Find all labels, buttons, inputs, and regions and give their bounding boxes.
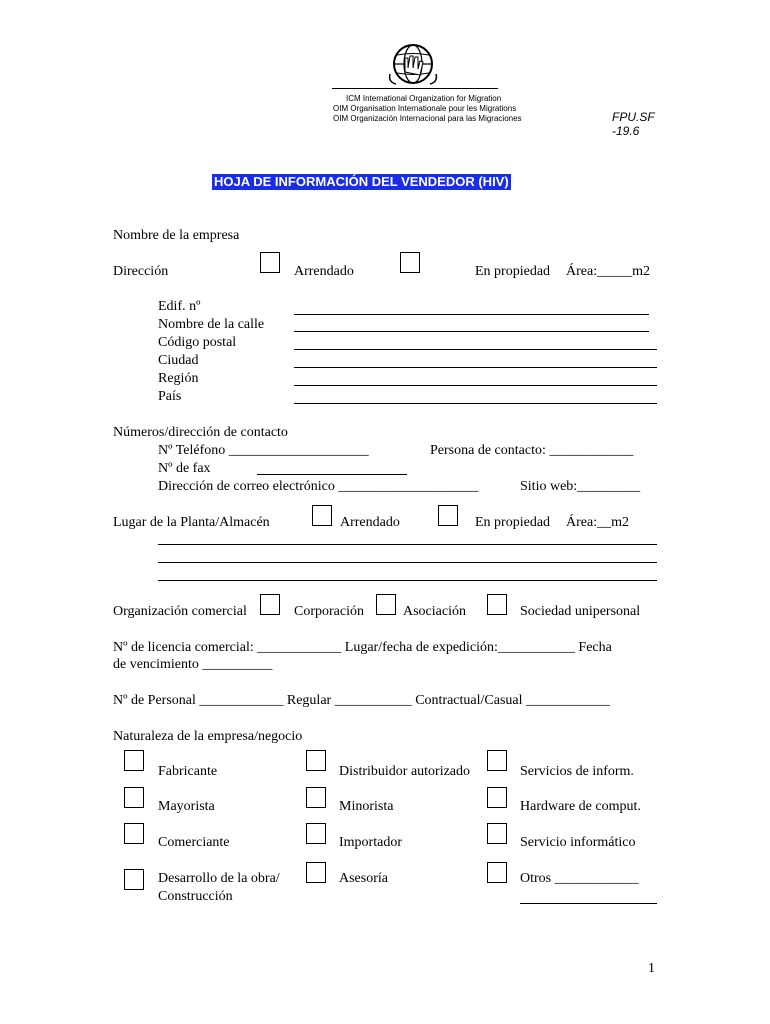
org-name-es: OIM Organización Internacional para las Migraciones <box>333 114 522 123</box>
it-services-label: Servicios de inform. <box>520 764 634 779</box>
organization-logo <box>388 42 438 88</box>
form-reference-line2: -19.6 <box>612 124 640 138</box>
org-name-en: ICM International Organization for Migration <box>346 94 502 103</box>
plant-area-label: Área:__m2 <box>566 515 629 530</box>
fax-line[interactable] <box>257 474 407 475</box>
other-extra-line[interactable] <box>520 903 657 904</box>
country-label: País <box>158 389 182 404</box>
retailer-label: Minorista <box>339 799 394 814</box>
website-label: Sitio web:_________ <box>520 479 641 494</box>
contact-heading: Números/dirección de contacto <box>113 425 288 440</box>
region-label: Región <box>158 371 199 386</box>
business-heading: Naturaleza de la empresa/negocio <box>113 729 303 744</box>
sole-proprietorship-checkbox[interactable] <box>487 594 507 615</box>
corporation-label: Corporación <box>294 604 364 619</box>
city-label: Ciudad <box>158 353 199 368</box>
authorized-distributor-checkbox[interactable] <box>306 750 326 771</box>
email-label: Dirección de correo electrónico ____________________ <box>158 479 479 494</box>
sole-proprietorship-label: Sociedad unipersonal <box>520 604 641 619</box>
merchant-checkbox[interactable] <box>124 823 144 844</box>
license-line1: Nº de licencia comercial: ____________ Lugar/fecha de expedición:___________ Fecha <box>113 640 612 655</box>
building-number-label: Edif. nº <box>158 299 201 314</box>
retailer-checkbox[interactable] <box>306 787 326 808</box>
authorized-distributor-label: Distribuidor autorizado <box>339 764 471 779</box>
rented-label: Arrendado <box>294 264 354 279</box>
it-services-checkbox[interactable] <box>487 750 507 771</box>
postal-code-label: Código postal <box>158 335 237 350</box>
company-name-label: Nombre de la empresa <box>113 228 240 243</box>
manufacturer-label: Fabricante <box>158 764 218 779</box>
other-checkbox[interactable] <box>487 862 507 883</box>
plant-owned-label: En propiedad <box>475 515 551 530</box>
org-name-fr: OIM Organisation Internationale pour les Migrations <box>333 104 517 113</box>
license-line2: de vencimiento __________ <box>113 657 273 672</box>
street-name-label: Nombre de la calle <box>158 317 265 332</box>
globe-hand-icon <box>388 42 438 88</box>
association-checkbox[interactable] <box>376 594 396 615</box>
consulting-checkbox[interactable] <box>306 862 326 883</box>
page-number: 1 <box>648 961 655 976</box>
country-line[interactable] <box>294 403 657 404</box>
contact-person-label: Persona de contacto: ____________ <box>430 443 634 458</box>
it-service-checkbox[interactable] <box>487 823 507 844</box>
personnel-line: Nº de Personal ____________ Regular ___________ Contractual/Casual ____________ <box>113 693 610 708</box>
form-title: HOJA DE INFORMACIÓN DEL VENDEDOR (HIV) <box>214 174 509 189</box>
postal-code-line[interactable] <box>294 349 657 350</box>
plant-address-line[interactable] <box>158 580 657 581</box>
importer-label: Importador <box>339 835 402 850</box>
corporation-checkbox[interactable] <box>260 594 280 615</box>
building-number-line[interactable] <box>294 314 649 315</box>
plant-owned-checkbox[interactable] <box>438 505 458 526</box>
merchant-label: Comerciante <box>158 835 230 850</box>
plant-label: Lugar de la Planta/Almacén <box>113 515 270 530</box>
plant-address-line[interactable] <box>158 562 657 563</box>
importer-checkbox[interactable] <box>306 823 326 844</box>
owned-label: En propiedad <box>475 264 551 279</box>
fax-label: Nº de fax <box>158 461 211 476</box>
it-service-label: Servicio informático <box>520 835 636 850</box>
plant-rented-label: Arrendado <box>340 515 400 530</box>
association-label: Asociación <box>403 604 466 619</box>
wholesaler-checkbox[interactable] <box>124 787 144 808</box>
address-label: Dirección <box>113 264 169 279</box>
logo-divider <box>332 88 498 89</box>
plant-rented-checkbox[interactable] <box>312 505 332 526</box>
city-line[interactable] <box>294 367 657 368</box>
manufacturer-checkbox[interactable] <box>124 750 144 771</box>
plant-address-line[interactable] <box>158 544 657 545</box>
computer-hardware-label: Hardware de comput. <box>520 799 641 814</box>
construction-label-cont: Construcción <box>158 889 233 904</box>
wholesaler-label: Mayorista <box>158 799 215 814</box>
phone-label: Nº Teléfono ____________________ <box>158 443 369 458</box>
construction-label: Desarrollo de la obra/ <box>158 871 280 886</box>
owned-checkbox[interactable] <box>400 252 420 273</box>
other-label: Otros ____________ <box>520 871 639 886</box>
rented-checkbox[interactable] <box>260 252 280 273</box>
region-line[interactable] <box>294 385 657 386</box>
area-label: Área:_____m2 <box>566 264 650 279</box>
organization-label: Organización comercial <box>113 604 247 619</box>
construction-checkbox[interactable] <box>124 869 144 890</box>
form-reference-line1: FPU.SF <box>612 110 655 124</box>
computer-hardware-checkbox[interactable] <box>487 787 507 808</box>
street-name-line[interactable] <box>294 331 649 332</box>
consulting-label: Asesoría <box>339 871 388 886</box>
